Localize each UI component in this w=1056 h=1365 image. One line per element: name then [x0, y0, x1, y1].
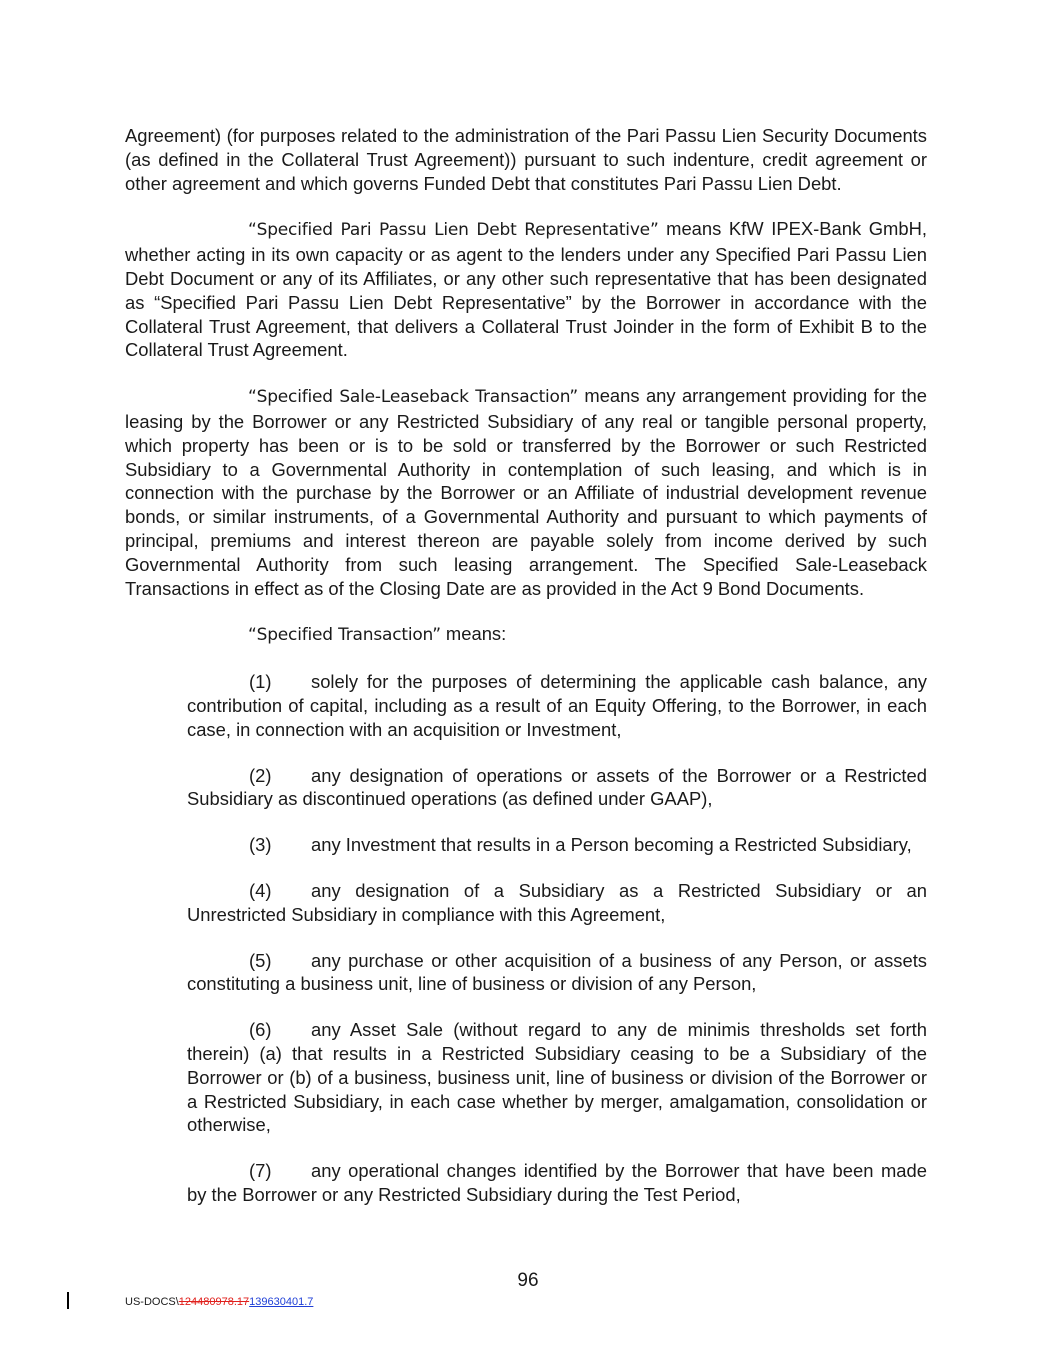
- item-number: (3): [249, 834, 272, 856]
- definition-text: means:: [440, 623, 507, 645]
- item-text: any Asset Sale (without regard to any de minimis thresholds set forth therein) (a) that results in a Restricted Subsidiary ceasing to be a Subsidiary of the Borrower or (b) of a business, business unit, line of business or division of the Borrower or a Restricted Subsidiary, in each case whether by merger, amalgamation, consolidation or otherwise,: [187, 1019, 927, 1136]
- item-number: (7): [249, 1160, 272, 1182]
- document-id: [125, 1296, 313, 1309]
- page-number: 96: [517, 1270, 539, 1291]
- definition-text: means KfW IPEX-Bank GmbH, whether acting in its own capacity or as agent to the lenders under any Specified Pari Passu Lien Debt Document or any of its Affiliates, or any other such representative that has been designated as “Specified Pari Passu Lien Debt Representative” by the Borrower in accordance with the Collateral Trust Agreement, that delivers a Collateral Trust Joinder in the form of Exhibit B to the Collateral Trust Agreement.: [125, 218, 927, 361]
- list-item: [187, 949, 927, 997]
- intro-paragraph: Agreement) (for purposes related to the administration of the Pari Passu Lien Security Documents (as defined in the Collateral Trust Agreement)) pursuant to such indenture, credit agreement or other agreement and which governs Funded Debt that constitutes Pari Passu Lien Debt.: [125, 125, 927, 194]
- defined-term: “Specified Pari Passu Lien Debt Representative”: [248, 220, 659, 241]
- item-number: (2): [249, 764, 272, 786]
- defined-term: “Specified Transaction”: [248, 625, 441, 646]
- item-text: any designation of operations or assets of the Borrower or a Restricted Subsidiary as discontinued operations (as defined under GAAP),: [187, 764, 927, 810]
- item-text: any operational changes identified by the Borrower that have been made by the Borrower or any Restricted Subsidiary during the Test Period,: [187, 1160, 927, 1205]
- item-number: (5): [249, 949, 272, 971]
- item-number: (6): [249, 1019, 272, 1041]
- item-number: (1): [249, 671, 272, 693]
- list-item: [187, 670, 927, 741]
- list-item: [187, 1018, 927, 1137]
- doc-id-inserted: 139630401.7: [249, 1296, 314, 1308]
- list-item: [187, 1159, 927, 1207]
- item-text: solely for the purposes of determining the applicable cash balance, any contribution of capital, including as a result of an Equity Offering, to the Borrower, in each case, in connection with an acquisition or Investment,: [187, 671, 927, 740]
- definition-specified-pari-passu-lien-debt-representative: [125, 217, 927, 362]
- definition-specified-sale-leaseback-transaction: [125, 384, 927, 600]
- definition-specified-transaction: [125, 622, 927, 648]
- doc-id-prefix: US-DOCS\: [125, 1296, 179, 1308]
- item-text: any designation of a Subsidiary as a Restricted Subsidiary or an Unrestricted Subsidiary in compliance with this Agreement,: [187, 879, 927, 925]
- document-body: [125, 124, 927, 1229]
- item-text: any purchase or other acquisition of a business of any Person, or assets constituting a business unit, line of business or division of any Person,: [187, 949, 927, 995]
- definition-text: means any arrangement providing for the leasing by the Borrower or any Restricted Subsidiary of any real or tangible personal property, which property has been or is to be sold or transferred by the Borrower or such Restricted Subsidiary to a Governmental Authority in contemplation of such leasing, and which is in connection with the purchase by the Borrower or an Affiliate of industrial development revenue bonds, or similar instruments, of a Governmental Authority and pursuant to which payments of principal, premiums and interest thereon are payable solely from income derived by such Governmental Authority from such leasing arrangement. The Specified Sale-Leaseback Transactions in effect as of the Closing Date are as provided in the Act 9 Bond Documents.: [125, 385, 927, 599]
- list-item: [187, 833, 927, 857]
- list-item: [187, 879, 927, 927]
- change-bar: [67, 1292, 69, 1309]
- item-text: any Investment that results in a Person becoming a Restricted Subsidiary,: [311, 834, 912, 856]
- doc-id-deleted: 124480978.17: [178, 1296, 250, 1308]
- defined-term: “Specified Sale-Leaseback Transaction”: [248, 387, 579, 408]
- item-number: (4): [249, 879, 272, 901]
- list-item: [187, 764, 927, 812]
